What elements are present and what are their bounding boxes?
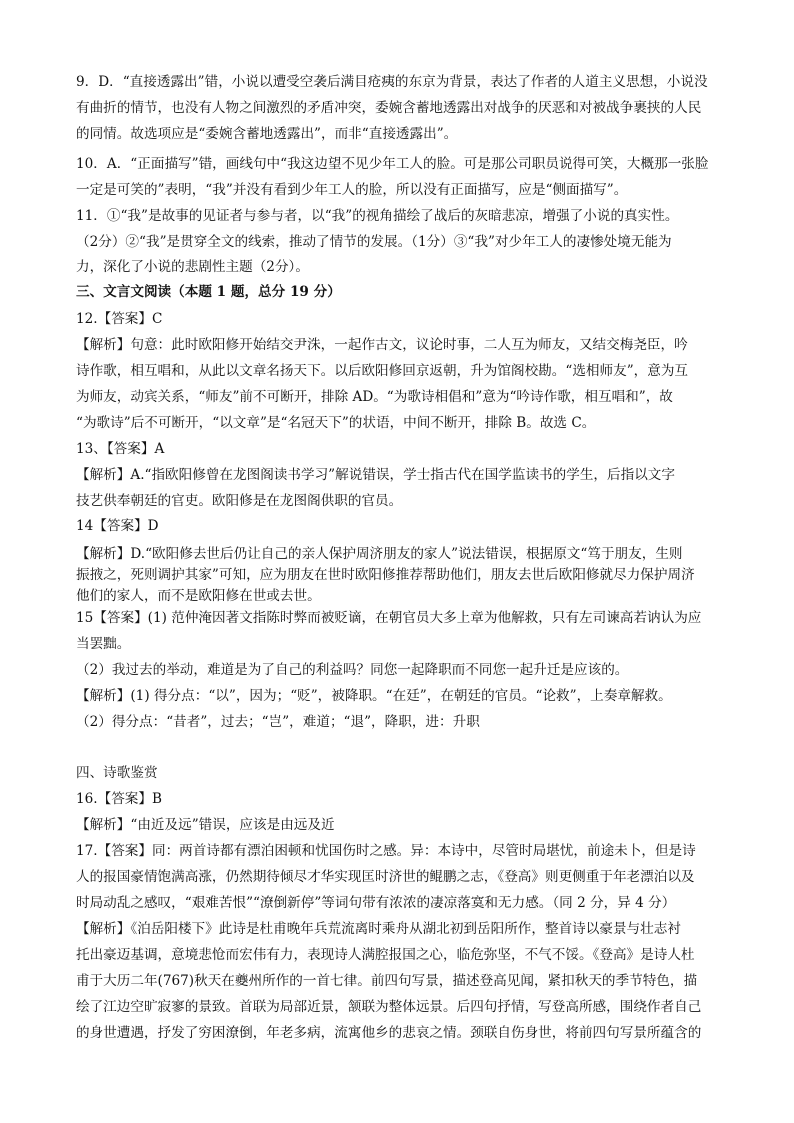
answer-12-analysis-line-1: 【解析】句意：此时欧阳修开始结交尹洙，一起作古文，议论时事，二人互为师友，又结交梅尧臣，吟 xyxy=(76,337,688,353)
answer-12-analysis-line-3: 为师友，动宾关系，“师友”前不可断开，排除 AD。“为歌诗相倡和”意为“吟诗作歌，相互唱和”，故 xyxy=(76,389,673,405)
answer-11-line-1: 11．①“我”是故事的见证者与参与者，以“我”的视角描绘了战后的灰暗悲凉，增强了小说的真实性。 xyxy=(76,208,679,224)
answer-15-analysis-line-1: 【解析】(1) 得分点：“以”，因为；“贬”，被降职。“在廷”，在朝廷的官员。“论救”，上奏章解救。 xyxy=(76,688,672,704)
answer-9-line-2: 有曲折的情节，也没有人物之间激烈的矛盾冲突，委婉含蓄地透露出对战争的厌恶和对被战争裹挟的人民 xyxy=(76,100,702,116)
answer-11-line-3: 力，深化了小说的悲剧性主题（2分）。 xyxy=(76,259,309,275)
answer-17-analysis-line-5: 的身世遭遇，抒发了穷困潦倒，年老多病，流寓他乡的悲哀之情。颈联自伤身世，将前四句写景所蕴含的 xyxy=(76,1025,702,1041)
answer-17-analysis-line-4: 绘了江边空旷寂寥的景致。首联为局部近景，颔联为整体远景。后四句抒情，写登高所感，围绕作者自己 xyxy=(76,999,702,1015)
answer-13-analysis-line-2: 技艺供奉朝廷的官吏。欧阳修是在龙图阁供职的官员。 xyxy=(76,493,403,509)
answer-9-line-3: 的同情。故选项应是“委婉含蓄地透露出”，而非“直接透露出”。 xyxy=(76,126,458,142)
answer-17-line-3: 时局动乱之感叹，“艰难苦恨”“潦倒新停”等词句带有浓浓的凄凉落寞和无力感。（同 2 分，异 4 分） xyxy=(76,895,676,911)
answer-17-analysis-line-1: 【解析】《泊岳阳楼下》此诗是杜甫晚年兵荒流离时乘舟从湖北初到岳阳所作，整首诗以豪景与壮志衬 xyxy=(76,921,681,937)
answer-11-line-2: （2分）②“我”是贯穿全文的线索，推动了情节的发展。（1分）③“我”对少年工人的凄惨处境无能为 xyxy=(76,234,672,250)
answer-12-analysis-line-2: 诗作歌，相互唱和，从此以文章名扬天下。以后欧阳修回京返朝，升为馆阁校勘。“选相师友”，意为互 xyxy=(76,363,689,379)
answer-12-heading: 12.【答案】C xyxy=(76,311,163,327)
answer-14-heading: 14【答案】D xyxy=(76,518,159,534)
answer-17-line-1: 17.【答案】同：两首诗都有漂泊困顿和忧国伤时之感。异：本诗中，尽管时局堪忧，前途未卜，但是诗 xyxy=(76,843,696,859)
answer-15-line-2: 当罢黜。 xyxy=(76,636,131,652)
answer-13-heading: 13、【答案】A xyxy=(76,441,165,457)
answer-9-line-1: 9．D．“直接透露出”错，小说以遭受空袭后满目疮痍的东京为背景，表达了作者的人道主义思想，小说没 xyxy=(76,74,708,90)
answer-15-line-3: （2）我过去的举动，难道是为了自己的利益吗？同您一起降职而不同您一起升迁是应该的。 xyxy=(76,662,629,678)
answer-14-analysis-line-1: 【解析】D.“欧阳修去世后仍让自己的亲人保护周济朋友的家人”说法错误，根据原文“笃于朋友，生则 xyxy=(76,546,683,562)
section-heading-poetry: 四、诗歌鉴赏 xyxy=(76,765,158,781)
answer-14-analysis-line-2: 振掖之，死则调护其家”可知，应为朋友在世时欧阳修推荐帮助他们，朋友去世后欧阳修就尽力保护周济 xyxy=(76,567,695,583)
answer-17-line-2: 人的报国豪情饱满高涨，仍然期待倾尽才华实现匡时济世的鲲鹏之志，《登高》则更侧重于年老漂泊以及 xyxy=(76,869,695,885)
answer-13-analysis-line-1: 【解析】A.“指欧阳修曾在龙图阁读书学习”解说错误，学士指古代在国学监读书的学生，后指以文字 xyxy=(76,467,675,483)
answer-12-analysis-line-4: “为歌诗”后不可断开，“以文章”是“名冠天下”的状语，中间不断开，排除 B。故选 C。 xyxy=(76,415,596,431)
answer-10-line-2: 一定是可笑的”表明，“我”并没有看到少年工人的脸，所以没有正面描写，应是“侧面描写”。 xyxy=(76,182,628,198)
answer-15-line-1: 15【答案】(1) 范仲淹因著文指陈时弊而被贬谪，在朝官员大多上章为他解救，只有左司谏高若讷认为应 xyxy=(76,610,702,626)
answer-16-heading: 16.【答案】B xyxy=(76,791,162,807)
answer-10-line-1: 10．A．“正面描写”错，画线句中“我这边望不见少年工人的脸。可是那公司职员说得可笑，大概那一张脸 xyxy=(76,156,709,172)
answer-17-analysis-line-2: 托出豪迈基调，意境悲怆而宏伟有力，表现诗人满腔报国之心，临危弥坚，不气不馁。《登高》是诗人杜 xyxy=(76,947,695,963)
answer-16-analysis: 【解析】“由近及远”错误，应该是由远及近 xyxy=(76,817,335,833)
answer-15-analysis-line-2: （2）得分点：“昔者”，过去；“岂”，难道；“退”，降职，进：升职 xyxy=(76,714,480,730)
answer-17-analysis-line-3: 甫于大历二年(767)秋天在夔州所作的一首七律。前四句写景，描述登高见闻，紧扣秋天的季节特色，描 xyxy=(76,973,698,989)
section-heading-classical-chinese: 三、文言文阅读（本题 1 题，总分 19 分） xyxy=(76,284,341,300)
answer-14-analysis-line-3: 他们的家人，而不是欧阳修在世或去世。 xyxy=(76,588,321,604)
